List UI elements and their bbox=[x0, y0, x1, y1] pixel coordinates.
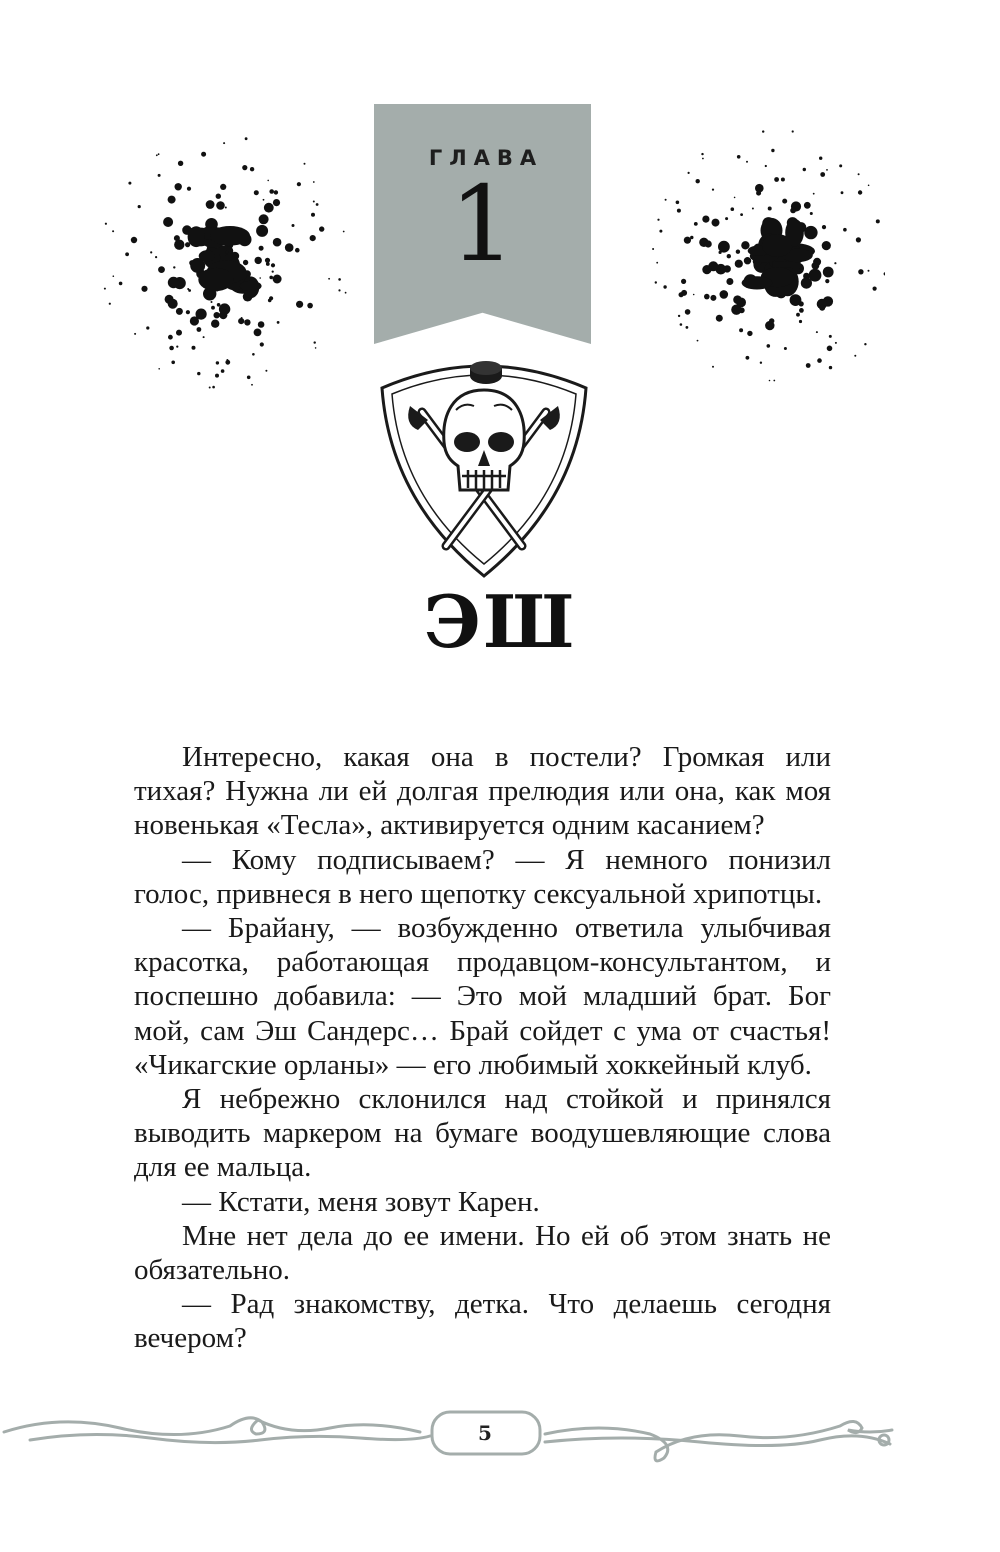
paragraph: Я небрежно склонился над стойкой и принялся выводить маркером на бумаге воодушевляющие слова для ее мальца. bbox=[134, 1083, 831, 1184]
paragraph: — Кому подписываем? — Я немного понизил голос, привнеся в него щепотку сексуальной хрипотцы. bbox=[134, 843, 831, 910]
paragraph: — Брайану, — возбужденно ответила улыбчивая красотка, работающая продавцом-консультантом, и поспешно добавила: — Это мой младший брат. Бог мой, сам Эш Сандерс… Брай сойдет с ума от счастья! «Чикагские орланы» — его любимый хоккейный клуб. bbox=[134, 912, 831, 1081]
ink-splatter-icon bbox=[90, 100, 350, 390]
paragraph: — Рад знакомству, детка. Что делаешь сегодня вечером? bbox=[134, 1288, 831, 1355]
chapter-body bbox=[134, 740, 831, 1356]
paragraph: Мне нет дела до ее имени. Но ей об этом знать не обязательно. bbox=[134, 1219, 831, 1287]
skull-hockey-crest-icon bbox=[372, 350, 596, 582]
paragraph: — Кстати, меня зовут Карен. bbox=[182, 1185, 540, 1218]
paragraph: Интересно, какая она в постели? Громкая или тихая? Нужна ли ей долгая прелюдия или она, как моя новенькая «Тесла», активируется одним касанием? bbox=[134, 741, 831, 842]
chapter-number: 1 bbox=[449, 163, 516, 285]
chapter-title: ЭШ bbox=[423, 579, 577, 664]
chapter-label: ГЛАВА bbox=[428, 146, 544, 170]
page-number: 5 bbox=[478, 1421, 492, 1445]
ink-splatter-icon bbox=[625, 90, 885, 390]
